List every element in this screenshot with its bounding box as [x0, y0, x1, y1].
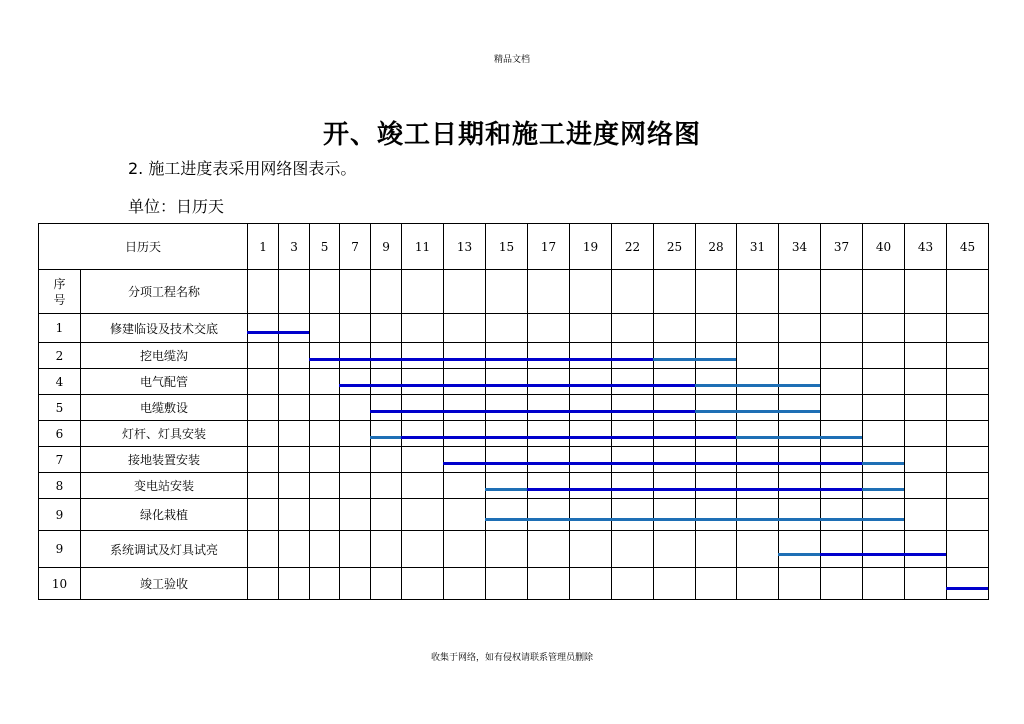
grid-cell: [279, 343, 310, 369]
grid-cell: [402, 447, 444, 473]
grid-cell: [654, 531, 696, 568]
grid-cell: [444, 395, 486, 421]
grid-cell: [279, 314, 310, 343]
grid-cell: [779, 343, 821, 369]
grid-cell: [248, 499, 279, 531]
grid-cell: [279, 421, 310, 447]
grid-cell: [737, 421, 779, 447]
day-header-cell: 25: [654, 224, 696, 270]
grid-cell: [279, 499, 310, 531]
grid-cell: [737, 568, 779, 600]
task-name: 灯杆、灯具安装: [81, 421, 248, 447]
grid-cell: [402, 395, 444, 421]
grid-cell: [248, 314, 279, 343]
grid-cell: [340, 568, 371, 600]
grid-cell: [279, 395, 310, 421]
grid-cell: [696, 447, 737, 473]
grid-cell: [444, 568, 486, 600]
grid-cell: [863, 447, 905, 473]
grid-cell: [863, 395, 905, 421]
grid-cell: [248, 447, 279, 473]
grid-cell: [340, 343, 371, 369]
column-title-row: [39, 270, 989, 314]
grid-cell: [612, 395, 654, 421]
grid-cell: [528, 314, 570, 343]
grid-cell: [947, 314, 989, 343]
grid-cell: [486, 531, 528, 568]
task-seq: 7: [39, 447, 81, 473]
grid-cell: [905, 473, 947, 499]
task-seq: 2: [39, 343, 81, 369]
task-name: 挖电缆沟: [81, 343, 248, 369]
grid-cell: [737, 314, 779, 343]
grid-cell: [612, 314, 654, 343]
grid-cell: [821, 343, 863, 369]
grid-cell: [696, 270, 737, 314]
task-row: [39, 568, 989, 600]
grid-cell: [947, 421, 989, 447]
grid-cell: [779, 421, 821, 447]
grid-cell: [528, 499, 570, 531]
task-seq: 4: [39, 369, 81, 395]
grid-cell: [528, 369, 570, 395]
grid-cell: [528, 447, 570, 473]
task-name: 修建临设及技术交底: [81, 314, 248, 343]
grid-cell: [905, 447, 947, 473]
grid-cell: [486, 314, 528, 343]
grid-cell: [612, 568, 654, 600]
grid-cell: [248, 270, 279, 314]
grid-cell: [905, 270, 947, 314]
grid-cell: [371, 531, 402, 568]
task-seq: 1: [39, 314, 81, 343]
grid-cell: [444, 473, 486, 499]
grid-cell: [340, 369, 371, 395]
grid-cell: [310, 473, 340, 499]
grid-cell: [371, 568, 402, 600]
grid-cell: [696, 568, 737, 600]
grid-cell: [570, 473, 612, 499]
task-name: 系统调试及灯具试亮: [81, 531, 248, 568]
task-row: [39, 473, 989, 499]
task-row: [39, 314, 989, 343]
grid-cell: [570, 369, 612, 395]
day-header-cell: 15: [486, 224, 528, 270]
task-seq: 10: [39, 568, 81, 600]
grid-cell: [340, 499, 371, 531]
grid-cell: [737, 270, 779, 314]
grid-cell: [696, 499, 737, 531]
grid-cell: [402, 531, 444, 568]
grid-cell: [863, 343, 905, 369]
grid-cell: [863, 369, 905, 395]
grid-cell: [947, 395, 989, 421]
day-header-cell: 5: [310, 224, 340, 270]
grid-cell: [310, 270, 340, 314]
task-row: [39, 369, 989, 395]
grid-cell: [612, 421, 654, 447]
grid-cell: [612, 343, 654, 369]
grid-cell: [947, 531, 989, 568]
grid-cell: [779, 473, 821, 499]
day-header-cell: 3: [279, 224, 310, 270]
grid-cell: [248, 343, 279, 369]
grid-cell: [310, 369, 340, 395]
note-text: 2. 施工进度表采用网络图表示。: [128, 159, 357, 178]
grid-cell: [402, 343, 444, 369]
grid-cell: [654, 568, 696, 600]
grid-cell: [863, 499, 905, 531]
grid-cell: [402, 421, 444, 447]
grid-cell: [612, 499, 654, 531]
grid-cell: [402, 270, 444, 314]
seq-header: 序 号: [39, 270, 81, 314]
task-seq: 9: [39, 531, 81, 568]
grid-cell: [821, 473, 863, 499]
grid-cell: [528, 473, 570, 499]
grid-cell: [402, 473, 444, 499]
grid-cell: [444, 270, 486, 314]
grid-cell: [737, 369, 779, 395]
grid-cell: [528, 568, 570, 600]
grid-cell: [905, 395, 947, 421]
grid-cell: [696, 395, 737, 421]
grid-cell: [310, 447, 340, 473]
grid-cell: [821, 314, 863, 343]
task-name: 电缆敷设: [81, 395, 248, 421]
task-seq: 9: [39, 499, 81, 531]
task-seq: 5: [39, 395, 81, 421]
grid-cell: [248, 395, 279, 421]
day-header-cell: 31: [737, 224, 779, 270]
day-header-cell: 7: [340, 224, 371, 270]
grid-cell: [310, 531, 340, 568]
grid-cell: [654, 314, 696, 343]
grid-cell: [570, 568, 612, 600]
grid-cell: [310, 395, 340, 421]
task-name: 绿化栽植: [81, 499, 248, 531]
grid-cell: [279, 369, 310, 395]
grid-cell: [821, 421, 863, 447]
grid-cell: [486, 421, 528, 447]
task-row: [39, 447, 989, 473]
grid-cell: [821, 369, 863, 395]
grid-cell: [371, 314, 402, 343]
day-header-cell: 17: [528, 224, 570, 270]
grid-cell: [340, 473, 371, 499]
grid-cell: [402, 568, 444, 600]
grid-cell: [248, 568, 279, 600]
grid-cell: [654, 499, 696, 531]
grid-cell: [863, 568, 905, 600]
grid-cell: [696, 369, 737, 395]
grid-cell: [570, 314, 612, 343]
grid-cell: [279, 270, 310, 314]
grid-cell: [779, 531, 821, 568]
grid-cell: [779, 447, 821, 473]
grid-cell: [444, 421, 486, 447]
day-header-cell: 9: [371, 224, 402, 270]
grid-cell: [444, 314, 486, 343]
grid-cell: [371, 499, 402, 531]
grid-cell: [528, 270, 570, 314]
grid-cell: [486, 369, 528, 395]
grid-cell: [863, 270, 905, 314]
grid-cell: [528, 395, 570, 421]
grid-cell: [696, 343, 737, 369]
grid-cell: [905, 499, 947, 531]
grid-cell: [696, 473, 737, 499]
grid-cell: [905, 343, 947, 369]
grid-cell: [402, 369, 444, 395]
grid-cell: [310, 421, 340, 447]
grid-cell: [279, 447, 310, 473]
grid-cell: [947, 447, 989, 473]
grid-cell: [340, 270, 371, 314]
grid-cell: [340, 447, 371, 473]
grid-cell: [279, 531, 310, 568]
grid-cell: [947, 473, 989, 499]
grid-cell: [528, 531, 570, 568]
grid-cell: [310, 314, 340, 343]
calendar-header: 日历天: [39, 224, 248, 270]
grid-cell: [371, 473, 402, 499]
grid-cell: [654, 395, 696, 421]
grid-cell: [905, 421, 947, 447]
grid-cell: [340, 314, 371, 343]
grid-cell: [654, 421, 696, 447]
name-header: 分项工程名称: [81, 270, 248, 314]
grid-cell: [570, 395, 612, 421]
day-header-cell: 45: [947, 224, 989, 270]
grid-cell: [821, 531, 863, 568]
grid-cell: [737, 447, 779, 473]
grid-cell: [340, 531, 371, 568]
grid-cell: [779, 499, 821, 531]
grid-cell: [696, 314, 737, 343]
grid-cell: [371, 395, 402, 421]
day-header-row: [39, 224, 989, 270]
grid-cell: [444, 369, 486, 395]
page-title: 开、竣工日期和施工进度网络图: [322, 120, 701, 150]
grid-cell: [528, 421, 570, 447]
grid-cell: [947, 568, 989, 600]
page-footer: 收集于网络，如有侵权请联系管理员删除: [430, 653, 593, 663]
grid-cell: [863, 531, 905, 568]
day-header-cell: 22: [612, 224, 654, 270]
grid-cell: [486, 343, 528, 369]
grid-cell: [863, 473, 905, 499]
grid-cell: [402, 499, 444, 531]
task-name: 电气配管: [81, 369, 248, 395]
grid-cell: [612, 531, 654, 568]
grid-cell: [486, 447, 528, 473]
grid-cell: [248, 531, 279, 568]
grid-cell: [371, 369, 402, 395]
grid-cell: [654, 447, 696, 473]
grid-cell: [486, 270, 528, 314]
day-header-cell: 11: [402, 224, 444, 270]
grid-cell: [371, 343, 402, 369]
grid-cell: [612, 270, 654, 314]
grid-cell: [371, 270, 402, 314]
day-header-cell: 1: [248, 224, 279, 270]
grid-cell: [947, 499, 989, 531]
grid-cell: [528, 343, 570, 369]
grid-cell: [310, 343, 340, 369]
day-header-cell: 13: [444, 224, 486, 270]
grid-cell: [821, 395, 863, 421]
day-header-cell: 43: [905, 224, 947, 270]
grid-cell: [654, 369, 696, 395]
gantt-table: [38, 223, 989, 600]
task-seq: 6: [39, 421, 81, 447]
grid-cell: [779, 369, 821, 395]
day-header-cell: 40: [863, 224, 905, 270]
grid-cell: [654, 343, 696, 369]
grid-cell: [821, 568, 863, 600]
task-row: [39, 531, 989, 568]
grid-cell: [486, 473, 528, 499]
grid-cell: [486, 499, 528, 531]
task-seq: 8: [39, 473, 81, 499]
grid-cell: [310, 568, 340, 600]
task-row: [39, 343, 989, 369]
grid-cell: [863, 421, 905, 447]
grid-cell: [905, 314, 947, 343]
day-header-cell: 34: [779, 224, 821, 270]
grid-cell: [570, 499, 612, 531]
task-name: 竣工验收: [81, 568, 248, 600]
grid-cell: [340, 421, 371, 447]
grid-cell: [570, 270, 612, 314]
grid-cell: [737, 531, 779, 568]
grid-cell: [570, 447, 612, 473]
grid-cell: [444, 499, 486, 531]
grid-cell: [340, 395, 371, 421]
task-name: 变电站安装: [81, 473, 248, 499]
grid-cell: [371, 447, 402, 473]
grid-cell: [737, 395, 779, 421]
grid-cell: [612, 447, 654, 473]
grid-cell: [779, 568, 821, 600]
grid-cell: [248, 369, 279, 395]
grid-cell: [570, 421, 612, 447]
day-header-cell: 19: [570, 224, 612, 270]
grid-cell: [279, 473, 310, 499]
grid-cell: [570, 343, 612, 369]
grid-cell: [612, 473, 654, 499]
grid-cell: [779, 314, 821, 343]
grid-cell: [737, 473, 779, 499]
grid-cell: [486, 395, 528, 421]
grid-cell: [444, 447, 486, 473]
grid-cell: [863, 314, 905, 343]
day-header-cell: 37: [821, 224, 863, 270]
grid-cell: [371, 421, 402, 447]
grid-cell: [947, 270, 989, 314]
grid-cell: [402, 314, 444, 343]
task-name: 接地装置安装: [81, 447, 248, 473]
grid-cell: [310, 499, 340, 531]
task-row: [39, 499, 989, 531]
grid-cell: [248, 473, 279, 499]
grid-cell: [821, 270, 863, 314]
grid-cell: [779, 270, 821, 314]
grid-cell: [821, 499, 863, 531]
grid-cell: [444, 343, 486, 369]
page-header: 精品文档: [493, 55, 530, 65]
grid-cell: [654, 270, 696, 314]
grid-cell: [570, 531, 612, 568]
grid-cell: [905, 369, 947, 395]
grid-cell: [248, 421, 279, 447]
grid-cell: [947, 369, 989, 395]
task-row: [39, 421, 989, 447]
day-header-cell: 28: [696, 224, 737, 270]
grid-cell: [696, 421, 737, 447]
grid-cell: [905, 531, 947, 568]
grid-cell: [905, 568, 947, 600]
grid-cell: [444, 531, 486, 568]
unit-label: 单位：日历天: [128, 197, 225, 216]
grid-cell: [737, 343, 779, 369]
grid-cell: [821, 447, 863, 473]
grid-cell: [737, 499, 779, 531]
grid-cell: [612, 369, 654, 395]
grid-cell: [779, 395, 821, 421]
grid-cell: [947, 343, 989, 369]
grid-cell: [654, 473, 696, 499]
task-row: [39, 395, 989, 421]
grid-cell: [696, 531, 737, 568]
grid-cell: [279, 568, 310, 600]
grid-cell: [486, 568, 528, 600]
